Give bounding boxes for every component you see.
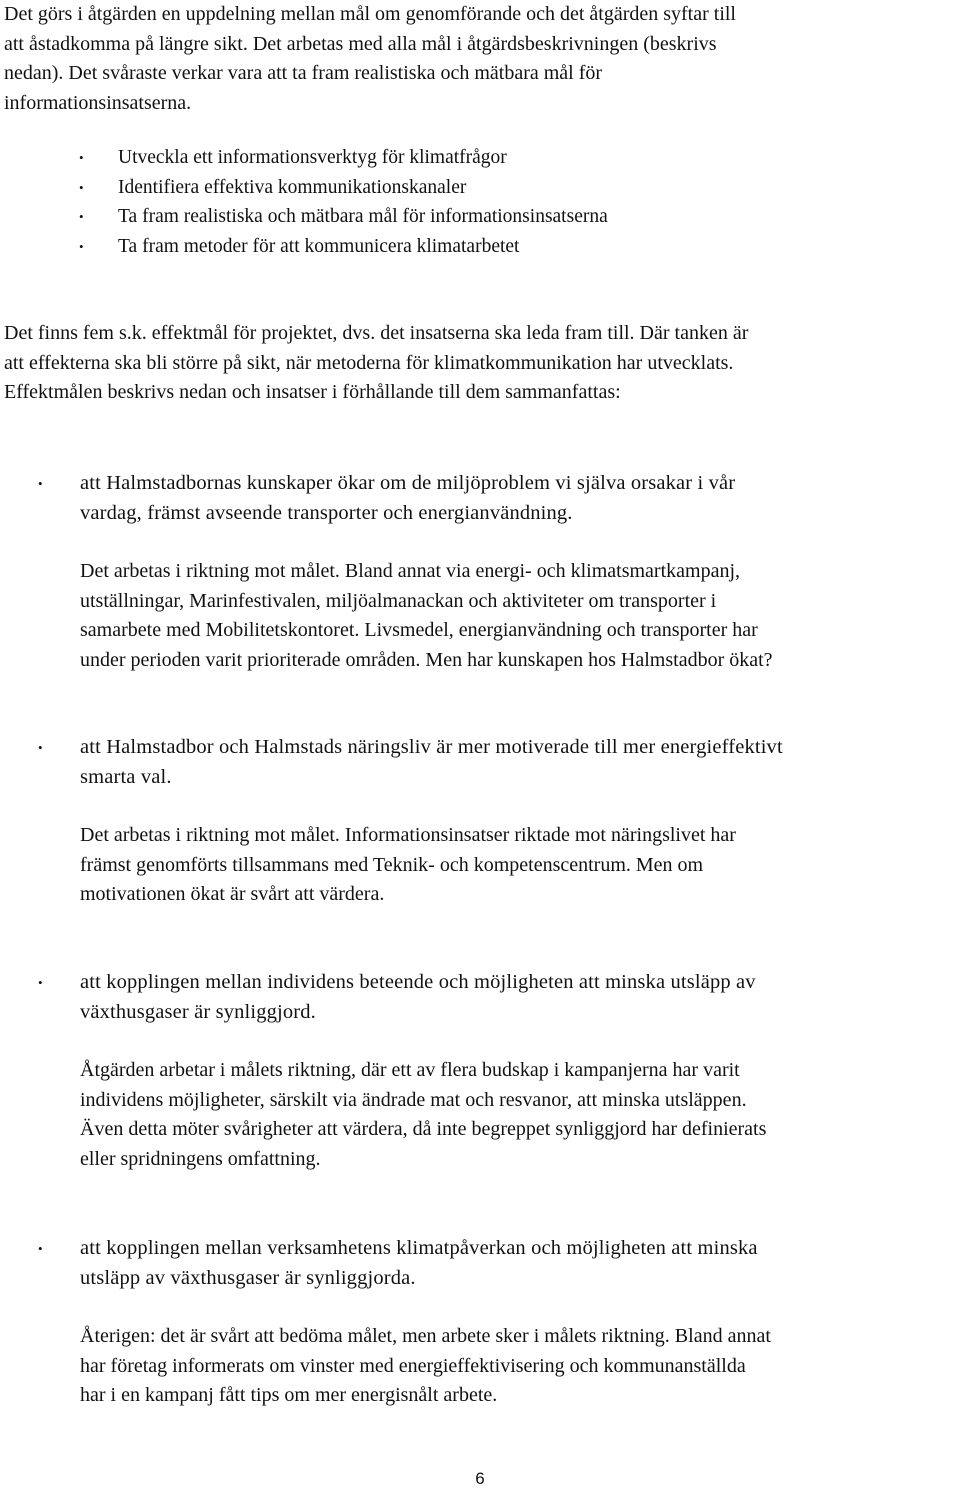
text-line: nedan). Det svåraste verkar vara att ta fram realistiska och mätbara mål för	[4, 62, 603, 84]
list-item	[0, 143, 608, 173]
text-line: motivationen ökat är svårt att värdera.	[80, 883, 385, 905]
text-line: vardag, främst avseende transporter och energianvändning.	[80, 501, 573, 524]
bullet-icon: •	[79, 238, 84, 254]
text-line: har i en kampanj fått tips om mer energisnålt arbete.	[80, 1384, 498, 1406]
text-line: att kopplingen mellan individens beteende och möjligheten att minska utsläpp av	[80, 971, 756, 993]
list-item	[0, 202, 608, 232]
text-line: att kopplingen mellan verksamhetens klimatpåverkan och möjligheten att minska	[80, 1237, 758, 1259]
list-item-text: Ta fram realistiska och mätbara mål för informationsinsatserna	[118, 206, 608, 227]
bullet-icon: •	[79, 150, 84, 165]
effect-goal-heading	[80, 968, 756, 1027]
effect-goals-intro	[4, 319, 748, 408]
effect-goal-heading	[80, 1234, 758, 1293]
effect-goal-body	[80, 821, 736, 910]
text-line: utställningar, Marinfestivalen, miljöalmanackan och aktiviteter om transporter i	[80, 589, 717, 612]
list-item	[0, 173, 608, 203]
goals-list	[0, 143, 608, 261]
text-line: att Halmstadbor och Halmstads näringsliv är mer motiverade till mer energieffektivt	[80, 736, 783, 758]
effect-goal-body	[80, 1322, 771, 1411]
effect-goal-body	[80, 557, 773, 675]
text-line: utsläpp av växthusgaser är synliggjorda.	[80, 1266, 416, 1289]
text-line: eller spridningens omfattning.	[80, 1147, 321, 1170]
text-line: att Halmstadbornas kunskaper ökar om de miljöproblem vi själva orsakar i vår	[80, 472, 736, 494]
text-line: informationsinsatserna.	[4, 91, 192, 114]
text-line: samarbete med Mobilitetskontoret. Livsmedel, energianvändning och transporter har	[80, 619, 758, 641]
text-line: främst genomförts tillsammans med Teknik- och kompetenscentrum. Men om	[80, 853, 704, 876]
bullet-icon: •	[79, 179, 84, 195]
intro-paragraph	[4, 0, 736, 118]
text-line: under perioden varit prioriterade områden. Men har kunskapen hos Halmstadbor ökat?	[80, 648, 773, 671]
bullet-icon: •	[38, 1241, 43, 1256]
text-line: Det görs i åtgärden en uppdelning mellan mål om genomförande och det åtgärden syftar till	[4, 3, 736, 25]
effect-goal-body	[80, 1056, 766, 1174]
list-item-text: Identifiera effektiva kommunikationskanaler	[118, 176, 467, 198]
text-line: Åtgärden arbetar i målets riktning, där ett av flera budskap i kampanjerna har varit	[80, 1059, 740, 1081]
bullet-icon: •	[79, 209, 84, 224]
text-line: smarta val.	[80, 765, 172, 788]
text-line: växthusgaser är synliggjord.	[80, 1000, 316, 1023]
page-number: 6	[475, 1469, 485, 1488]
text-line: att åstadkomma på längre sikt. Det arbetas med alla mål i åtgärdsbeskrivningen (beskrivs	[4, 32, 717, 55]
bullet-icon: •	[38, 975, 43, 990]
text-line: Effektmålen beskrivs nedan och insatser i förhållande till dem sammanfattas:	[4, 381, 621, 403]
text-line: Återigen: det är svårt att bedöma målet, men arbete sker i målets riktning. Bland annat	[80, 1325, 771, 1347]
bullet-icon: •	[38, 476, 43, 491]
effect-goal-heading	[80, 733, 783, 792]
text-line: Även detta möter svårigheter att värdera, då inte begreppet synliggjord har definierats	[80, 1118, 767, 1140]
text-line: Det finns fem s.k. effektmål för projektet, dvs. det insatserna ska leda fram till. Där tanken är	[4, 322, 749, 344]
text-line: att effekterna ska bli större på sikt, när metoderna för klimatkommunikation har utvecklats.	[4, 351, 734, 374]
list-item-text: Utveckla ett informationsverktyg för klimatfrågor	[118, 147, 507, 168]
effect-goal-heading	[80, 469, 735, 528]
text-line: Det arbetas i riktning mot målet. Informationsinsatser riktade mot näringslivet har	[80, 824, 736, 846]
bullet-icon: •	[38, 740, 43, 755]
list-item-text: Ta fram metoder för att kommunicera klimatarbetet	[118, 235, 520, 257]
text-line: individens möjligheter, särskilt via ändrade mat och resvanor, att minska utsläppen.	[80, 1088, 747, 1111]
text-line: Det arbetas i riktning mot målet. Bland annat via energi- och klimatsmartkampanj,	[80, 560, 740, 582]
text-line: har företag informerats om vinster med energieffektivisering och kommunanställda	[80, 1354, 746, 1377]
list-item	[0, 232, 608, 262]
